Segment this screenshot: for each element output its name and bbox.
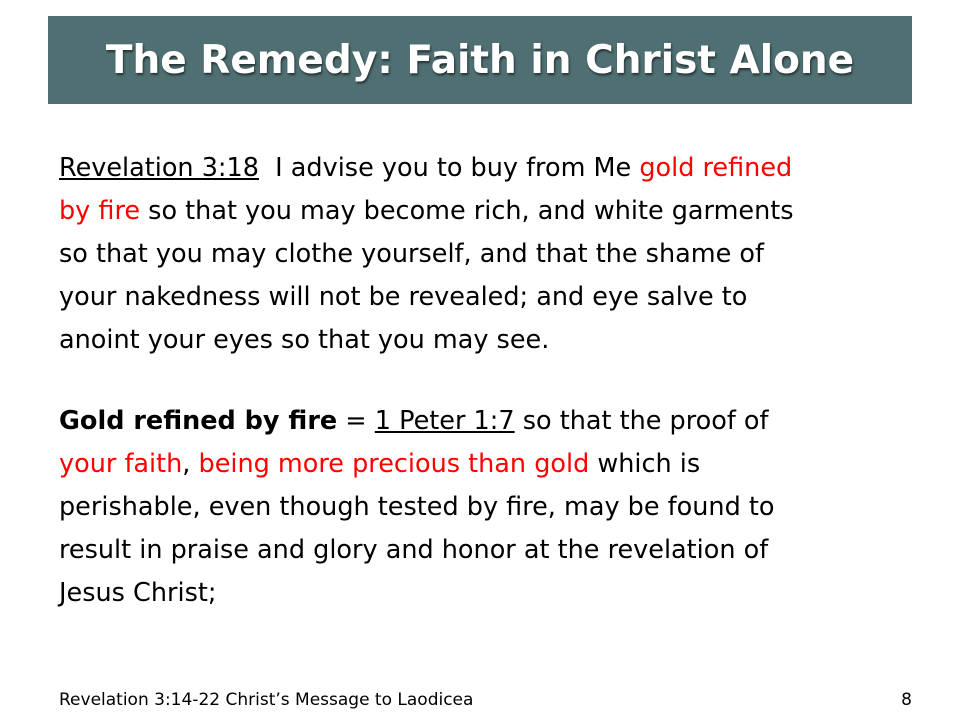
paragraph-line: Jesus Christ; xyxy=(59,578,217,608)
scripture-paragraph-peter xyxy=(59,400,919,615)
highlighted-phrase: your faith xyxy=(59,449,183,479)
verse-text: so that you may become rich, and white garments xyxy=(140,196,794,226)
verse-text: I advise you to buy from Me xyxy=(258,153,640,183)
paragraph-line: anoint your eyes so that you may see. xyxy=(59,325,550,355)
paragraph-line: so that you may clothe yourself, and that the shame of xyxy=(59,239,764,269)
page-number: 8 xyxy=(901,690,912,710)
paragraph-line: result in praise and glory and honor at the revelation of xyxy=(59,535,769,565)
slide-title: The Remedy: Faith in Christ Alone xyxy=(105,37,855,83)
paragraph-line xyxy=(59,400,919,443)
paragraph-line xyxy=(59,147,919,190)
bold-lead-phrase: Gold refined by fire xyxy=(59,406,338,436)
verse-text: so that the proof of xyxy=(514,406,769,436)
paragraph-line: your nakedness will not be revealed; and eye salve to xyxy=(59,282,748,312)
verse-text: which is xyxy=(589,449,701,479)
equals-sign: = xyxy=(337,406,375,436)
highlighted-phrase: by fire xyxy=(59,196,141,226)
scripture-paragraph-revelation xyxy=(59,147,919,362)
title-bar xyxy=(48,16,912,104)
scripture-reference: 1 Peter 1:7 xyxy=(374,406,515,436)
highlighted-phrase: gold refined xyxy=(639,153,793,183)
paragraph-line: perishable, even though tested by fire, may be found to xyxy=(59,492,775,522)
highlighted-phrase: being more precious than gold xyxy=(198,449,590,479)
scripture-reference: Revelation 3:18 xyxy=(59,153,259,183)
paragraph-line xyxy=(59,190,919,233)
footer-title: Revelation 3:14-22 Christ’s Message to Laodicea xyxy=(59,690,474,710)
paragraph-line xyxy=(59,443,919,486)
verse-text: , xyxy=(182,449,199,479)
